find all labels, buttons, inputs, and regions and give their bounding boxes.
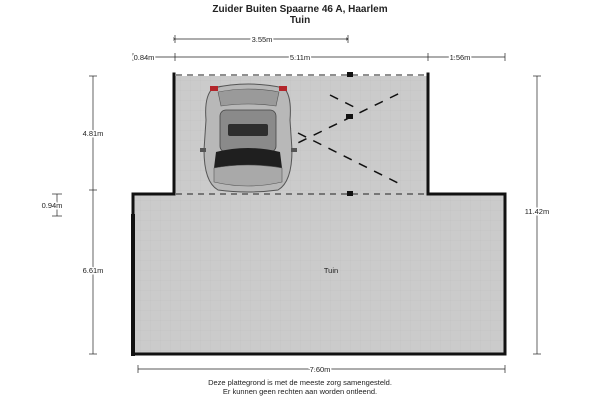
- dim-label-right: 11.42m: [524, 207, 550, 216]
- dim-label-left-lower: 6.61m: [82, 266, 104, 275]
- dim-label-left-upper: 4.81m: [82, 129, 104, 138]
- garden-floor: [133, 194, 504, 354]
- room-label-garden: Tuin: [323, 266, 339, 275]
- dim-label-top-right: 1.56m: [449, 53, 471, 62]
- dim-label-top-left: 0.84m: [133, 53, 155, 62]
- disclaimer-line-2: Er kunnen geen rechten aan worden ontleend.: [222, 387, 378, 396]
- dim-label-top-small: 3.55m: [251, 35, 273, 44]
- plan-title: Zuider Buiten Spaarne 46 A, Haarlem: [212, 4, 388, 15]
- car-icon: [200, 84, 297, 192]
- disclaimer-line-1: Deze plattegrond is met de meeste zorg samengesteld.: [208, 378, 392, 387]
- dim-label-top-middle: 5.11m: [289, 53, 311, 62]
- dim-label-left-mid: 0.94m: [41, 201, 63, 210]
- plan-subtitle: Tuin: [289, 15, 311, 26]
- dim-label-bottom: 7.60m: [309, 365, 331, 374]
